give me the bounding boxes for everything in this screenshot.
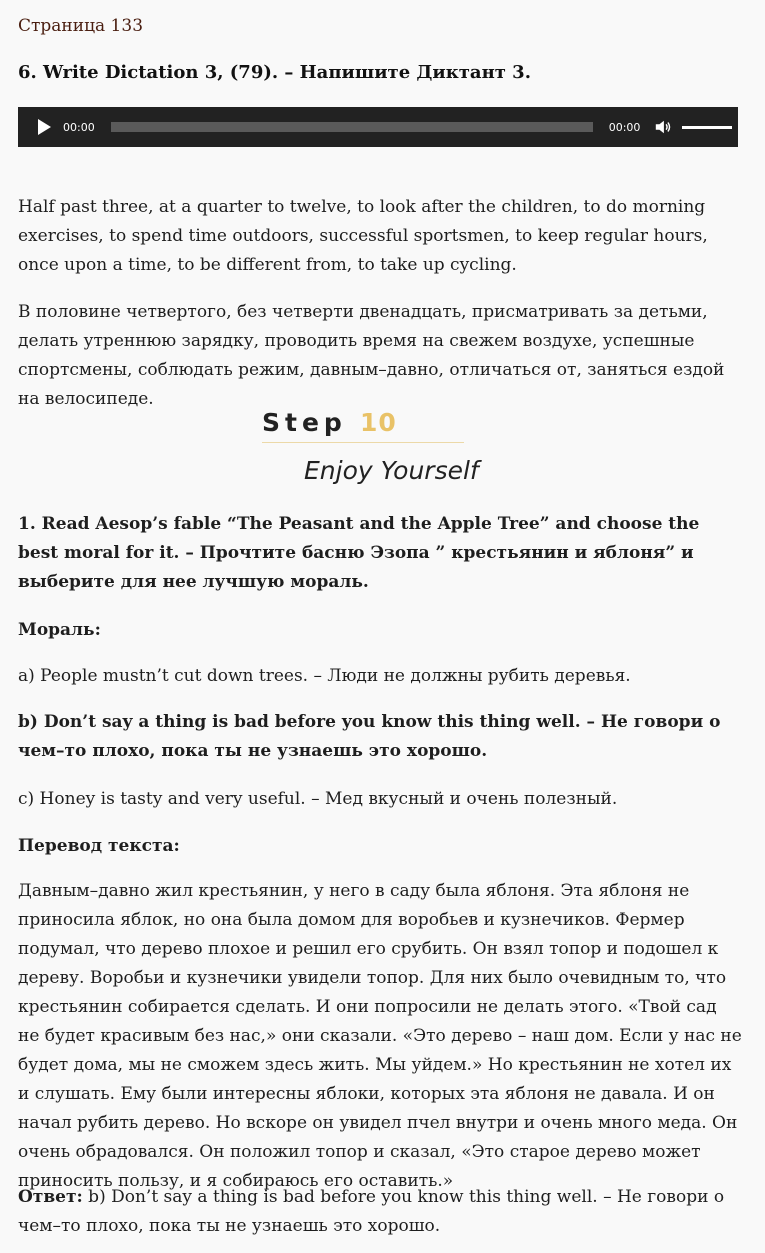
audio-player xyxy=(18,107,738,147)
step-subtitle: Enjoy Yourself xyxy=(304,456,479,485)
step-word: Step xyxy=(262,408,347,437)
step-divider xyxy=(262,442,464,443)
task-1-heading: 1. Read Aesop’s fable “The Peasant and the Apple Tree” and choose the best moral for it. – Прочтите басню Эзопа ” крестьянин и яблоня” и выберите для нее лучшую мораль. xyxy=(18,514,700,592)
progress-bar[interactable] xyxy=(111,122,593,132)
answer xyxy=(18,1183,743,1241)
translation-label: Перевод текста: xyxy=(18,836,180,856)
english-phrases: Half past three, at a quarter to twelve, to look after the children, to do morning exercises, to spend time outdoors, successful sportsmen, to keep regular hours, once upon a time, to be different from, to take up cycling. xyxy=(18,197,708,275)
volume-slider[interactable] xyxy=(682,126,732,129)
step-number: 10 xyxy=(360,408,397,437)
translation-text: Давным–давно жил крестьянин, у него в саду была яблоня. Эта яблоня не приносила яблок, но она была домом для воробьев и кузнечиков. Фермер подумал, что дерево плохое и решил его срубить. Он взял топор и подошел к дереву. Воробьи и кузнечики увидели топор. Для них было очевидным то, что крестьянин собирается сделать. И они попросили не делать этого. «Твой сад не будет красивым без нас,» они сказали. «Это дерево – наш дом. Если у нас не будет дома, мы не сможем здесь жить. Мы уйдем.» Но крестьянин не хотел их и слушать. Ему были интересны яблоки, которых эта яблоня не давала. И он начал рубить дерево. Но вскоре он увидел пчел внутри и очень много меда. Он очень обрадовался. Он положил топор и сказал, «Это старое дерево может приносить пользу, и я собираюсь его оставить.» xyxy=(18,881,742,1191)
task-6-heading: 6. Write Dictation 3, (79). – Напишите Диктант 3. xyxy=(18,62,531,83)
russian-phrases: В половине четвертого, без четверти двенадцать, присматривать за детьми, делать утреннюю зарядку, проводить время на свежем воздухе, успешные спортсмены, соблюдать режим, давным–давно, отличаться от, заняться ездой на велосипеде. xyxy=(18,302,725,409)
answer-label: Ответ: xyxy=(18,1187,83,1207)
play-icon[interactable] xyxy=(38,119,51,135)
volume-level xyxy=(682,126,732,129)
option-c: c) Honey is tasty and very useful. – Мед вкусный и очень полезный. xyxy=(18,789,618,809)
moral-label: Мораль: xyxy=(18,620,101,640)
option-b: b) Don’t say a thing is bad before you know this thing well. – Не говори о чем–то плохо, пока ты не узнаешь это хорошо. xyxy=(18,712,721,761)
answer-text: b) Don’t say a thing is bad before you know this thing well. – Не говори о чем–то плохо, пока ты не узнаешь это хорошо. xyxy=(18,1187,725,1236)
volume-icon[interactable] xyxy=(654,118,672,136)
current-time: 00:00 xyxy=(63,120,95,134)
page-label: Страница 133 xyxy=(18,16,144,36)
duration-time: 00:00 xyxy=(608,120,641,134)
option-a: a) People mustn’t cut down trees. – Люди не должны рубить деревья. xyxy=(18,666,631,686)
